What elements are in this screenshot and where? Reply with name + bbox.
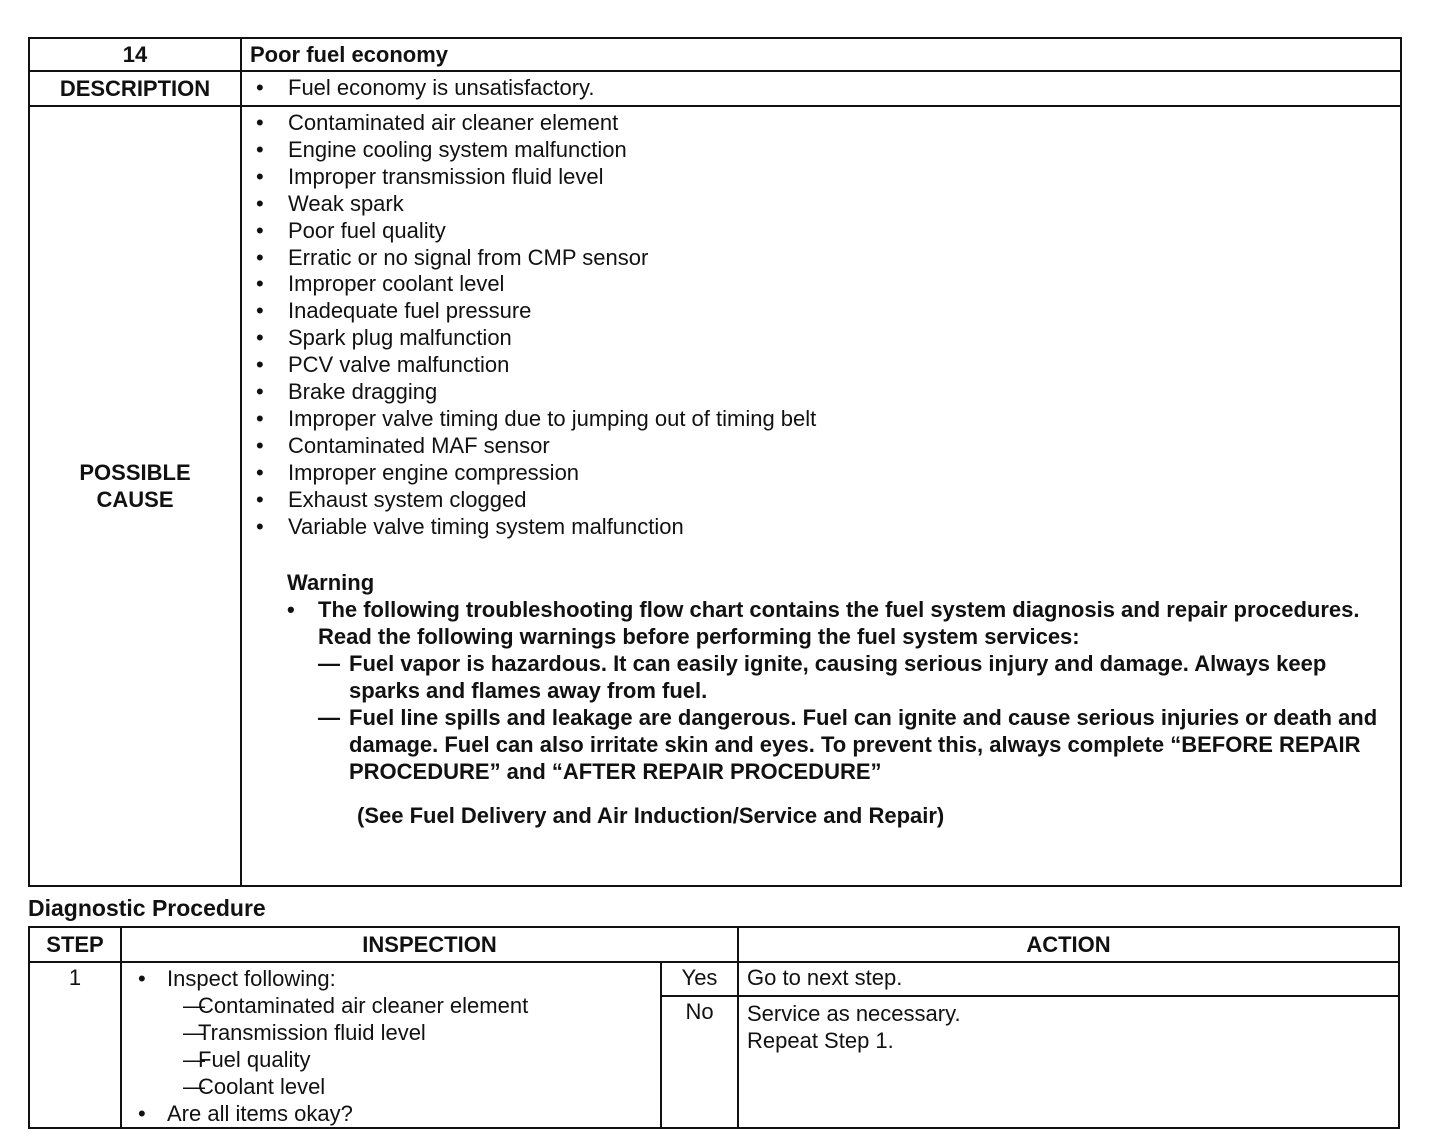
- warning-subitem: — Fuel vapor is hazardous. It can easily ignite, causing serious injury and damage. Always keep sparks and flames away from fuel.: [318, 650, 1380, 704]
- inspection-subitem: — Transmission fluid level: [167, 1020, 660, 1047]
- possible-cause-label-line1: POSSIBLE: [79, 460, 191, 485]
- inspection-header: INSPECTION: [121, 927, 738, 962]
- diagnostic-table: [28, 926, 1400, 1129]
- description-label: DESCRIPTION: [29, 71, 241, 106]
- cause-item: • Improper coolant level: [242, 271, 1400, 298]
- cause-item: • Improper transmission fluid level: [242, 164, 1400, 191]
- diagnostic-procedure-title: Diagnostic Procedure: [28, 895, 266, 921]
- cause-item: • Contaminated MAF sensor: [242, 433, 1400, 460]
- cause-item: • Poor fuel quality: [242, 218, 1400, 245]
- inspection-intro: Inspect following:: [167, 966, 336, 991]
- warning-subitem: — Fuel line spills and leakage are dangerous. Fuel can ignite and cause serious injuries or death and damage. Fuel can also irritate skin and eyes. To prevent this, always complete “BEFORE REPAIR PROCEDURE” and “AFTER REPAIR PROCEDURE”: [318, 704, 1380, 785]
- cause-item: • Improper engine compression: [242, 460, 1400, 487]
- inspection-question: • Are all items okay?: [122, 1101, 660, 1128]
- symptom-number: 14: [29, 38, 241, 71]
- step-number: 1: [29, 962, 121, 1128]
- cause-item: • Spark plug malfunction: [242, 325, 1400, 352]
- warning-block: [287, 569, 1400, 829]
- cause-list: [242, 110, 1400, 541]
- inspection-cell: [121, 962, 661, 1128]
- possible-cause-label-line2: CAUSE: [96, 487, 174, 512]
- inspection-subitem: — Coolant level: [167, 1074, 660, 1101]
- no-action-line1: Service as necessary.: [747, 1000, 961, 1026]
- cause-item: • Exhaust system clogged: [242, 487, 1400, 514]
- warning-item: [287, 596, 1400, 785]
- inspection-intro-item: [122, 966, 660, 1101]
- cause-item: • Weak spark: [242, 191, 1400, 218]
- cause-item: • PCV valve malfunction: [242, 352, 1400, 379]
- cause-item: • Brake dragging: [242, 379, 1400, 406]
- cause-item: • Improper valve timing due to jumping out of timing belt: [242, 406, 1400, 433]
- no-action-line2: Repeat Step 1.: [747, 1027, 894, 1053]
- cause-item: • Erratic or no signal from CMP sensor: [242, 245, 1400, 272]
- cause-item: • Contaminated air cleaner element: [242, 110, 1400, 137]
- description-cell: [241, 71, 1401, 106]
- service-reference: (See Fuel Delivery and Air Induction/Service and Repair): [357, 802, 945, 828]
- possible-cause-label: [29, 106, 241, 886]
- possible-cause-cell: [241, 106, 1401, 886]
- yes-label: Yes: [661, 962, 738, 996]
- inspection-subitem: — Contaminated air cleaner element: [167, 993, 660, 1020]
- action-header: ACTION: [738, 927, 1399, 962]
- symptom-table: [28, 37, 1402, 887]
- cause-item: • Variable valve timing system malfunction: [242, 514, 1400, 541]
- warning-intro: The following troubleshooting flow chart contains the fuel system diagnosis and repair procedures. Read the following warnings before performing the fuel system services:: [318, 596, 1360, 649]
- no-action: [738, 996, 1399, 1129]
- description-text: • Fuel economy is unsatisfactory.: [242, 75, 1400, 102]
- step-header: STEP: [29, 927, 121, 962]
- warning-title: Warning: [287, 569, 375, 595]
- cause-item: • Engine cooling system malfunction: [242, 137, 1400, 164]
- cause-item: • Inadequate fuel pressure: [242, 298, 1400, 325]
- symptom-title: Poor fuel economy: [241, 38, 1401, 71]
- yes-action: Go to next step.: [738, 962, 1399, 996]
- no-label: No: [661, 996, 738, 1129]
- inspection-subitem: — Fuel quality: [167, 1047, 660, 1074]
